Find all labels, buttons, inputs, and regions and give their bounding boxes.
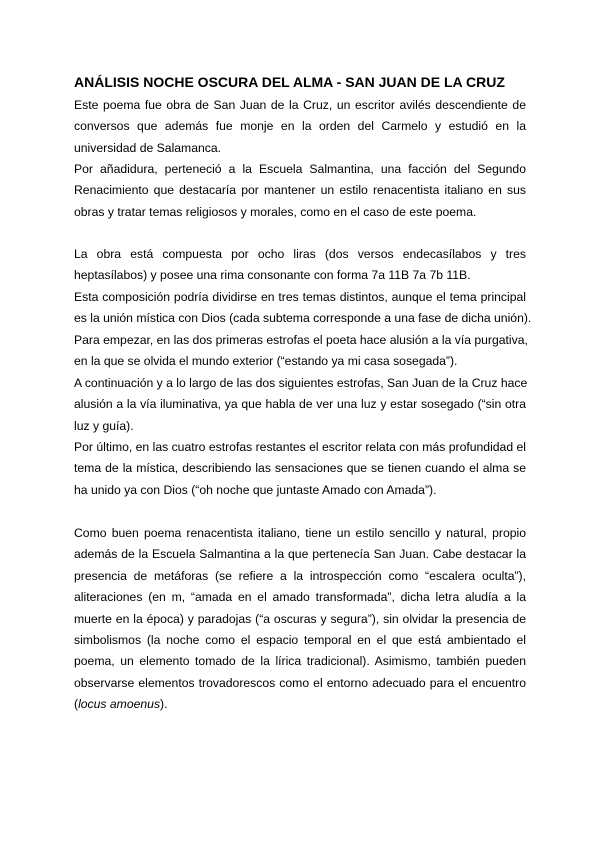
text-line: aliteraciones (en m, “amada en el amado transformada”, dicha letra aludía a la	[74, 590, 526, 605]
text-line: Por añadidura, perteneció a la Escuela Salmantina, una facción del Segundo	[74, 162, 526, 176]
text-line: Como buen poema renacentista italiano, tiene un estilo sencillo y natural, propio	[74, 526, 526, 540]
paragraph-temas	[74, 287, 532, 330]
text-line: observarse elementos trovadorescos como el entorno adecuado para el encuentro	[74, 675, 526, 690]
text-line: poema, un elemento tomado de la lírica tradicional). Asimismo, también pueden	[74, 654, 526, 669]
text-line: Esta composición podría dividirse en tres temas distintos, aunque el tema principal	[74, 290, 526, 304]
paren-open: (	[74, 697, 79, 712]
paragraph-via-purgativa	[74, 330, 526, 373]
text-line: Por último, en las cuatro estrofas restantes el escritor relata con más profundidad el	[74, 440, 526, 454]
locus-amoenus-italic: locus amoenus	[78, 697, 161, 712]
text-line: es la unión mística con Dios (cada subtema corresponde a una fase de dicha unión).	[74, 311, 532, 326]
text-line: Renacimiento que destacaría por mantener un estilo renacentista italiano en sus	[74, 183, 526, 198]
text-line: ha unido ya con Dios (“oh noche que juntaste Amado con Amada”).	[74, 482, 437, 497]
text-line: obras y tratar temas religiosos y morales, como en el caso de este poema.	[74, 204, 477, 219]
text-line: muerte en la época) y paradojas (“a oscuras y segura”), sin olvidar la presencia de	[74, 611, 526, 626]
paragraph-metrica	[74, 244, 526, 287]
text-line: presencia de metáforas (se refiere a la introspección como “escalera oculta”),	[74, 568, 526, 583]
text-line-last	[74, 694, 526, 715]
text-line: La obra está compuesta por ocho liras (dos versos endecasílabos y tres	[74, 247, 526, 261]
text-line: tema de la mística, describiendo las sensaciones que se tienen cuando el alma se	[74, 461, 526, 476]
text-line: A continuación y a lo largo de las dos siguientes estrofas, San Juan de la Cruz hace	[74, 376, 528, 390]
paragraph-escuela	[74, 159, 526, 223]
text-line: además de la Escuela Salmantina a la que pertenecía San Juan. Cabe destacar la	[74, 547, 526, 562]
text-line: heptasílabos) y posee una rima consonante con forma 7a 11B 7a 7b 11B.	[74, 268, 471, 283]
paragraph-estilo	[74, 523, 526, 716]
text-line: conversos que además fue monje en la orden del Carmelo y estudió en la	[74, 119, 526, 134]
text-line: simbolismos (la noche como el espacio temporal en el que está ambientado el	[74, 632, 526, 647]
text-line: Este poema fue obra de San Juan de la Cruz, un escritor avilés descendiente de	[74, 98, 526, 112]
document-title: ANÁLISIS NOCHE OSCURA DEL ALMA - SAN JUAN DE LA CRUZ	[74, 74, 505, 90]
text-line: alusión a la vía iluminativa, ya que habla de ver una luz y estar sosegado (“sin otra	[74, 397, 526, 412]
text-line: Para empezar, en las dos primeras estrofas el poeta hace alusión a la vía purgativa,	[74, 333, 528, 347]
paragraph-via-unitiva	[74, 437, 526, 501]
text-line: universidad de Salamanca.	[74, 140, 222, 155]
paragraph-intro	[74, 95, 526, 159]
paragraph-via-iluminativa	[74, 373, 526, 437]
paren-close: ).	[160, 697, 168, 712]
text-line: en la que se olvida el mundo exterior (“estando ya mi casa sosegada”).	[74, 354, 458, 369]
text-line: luz y guía).	[74, 418, 134, 433]
